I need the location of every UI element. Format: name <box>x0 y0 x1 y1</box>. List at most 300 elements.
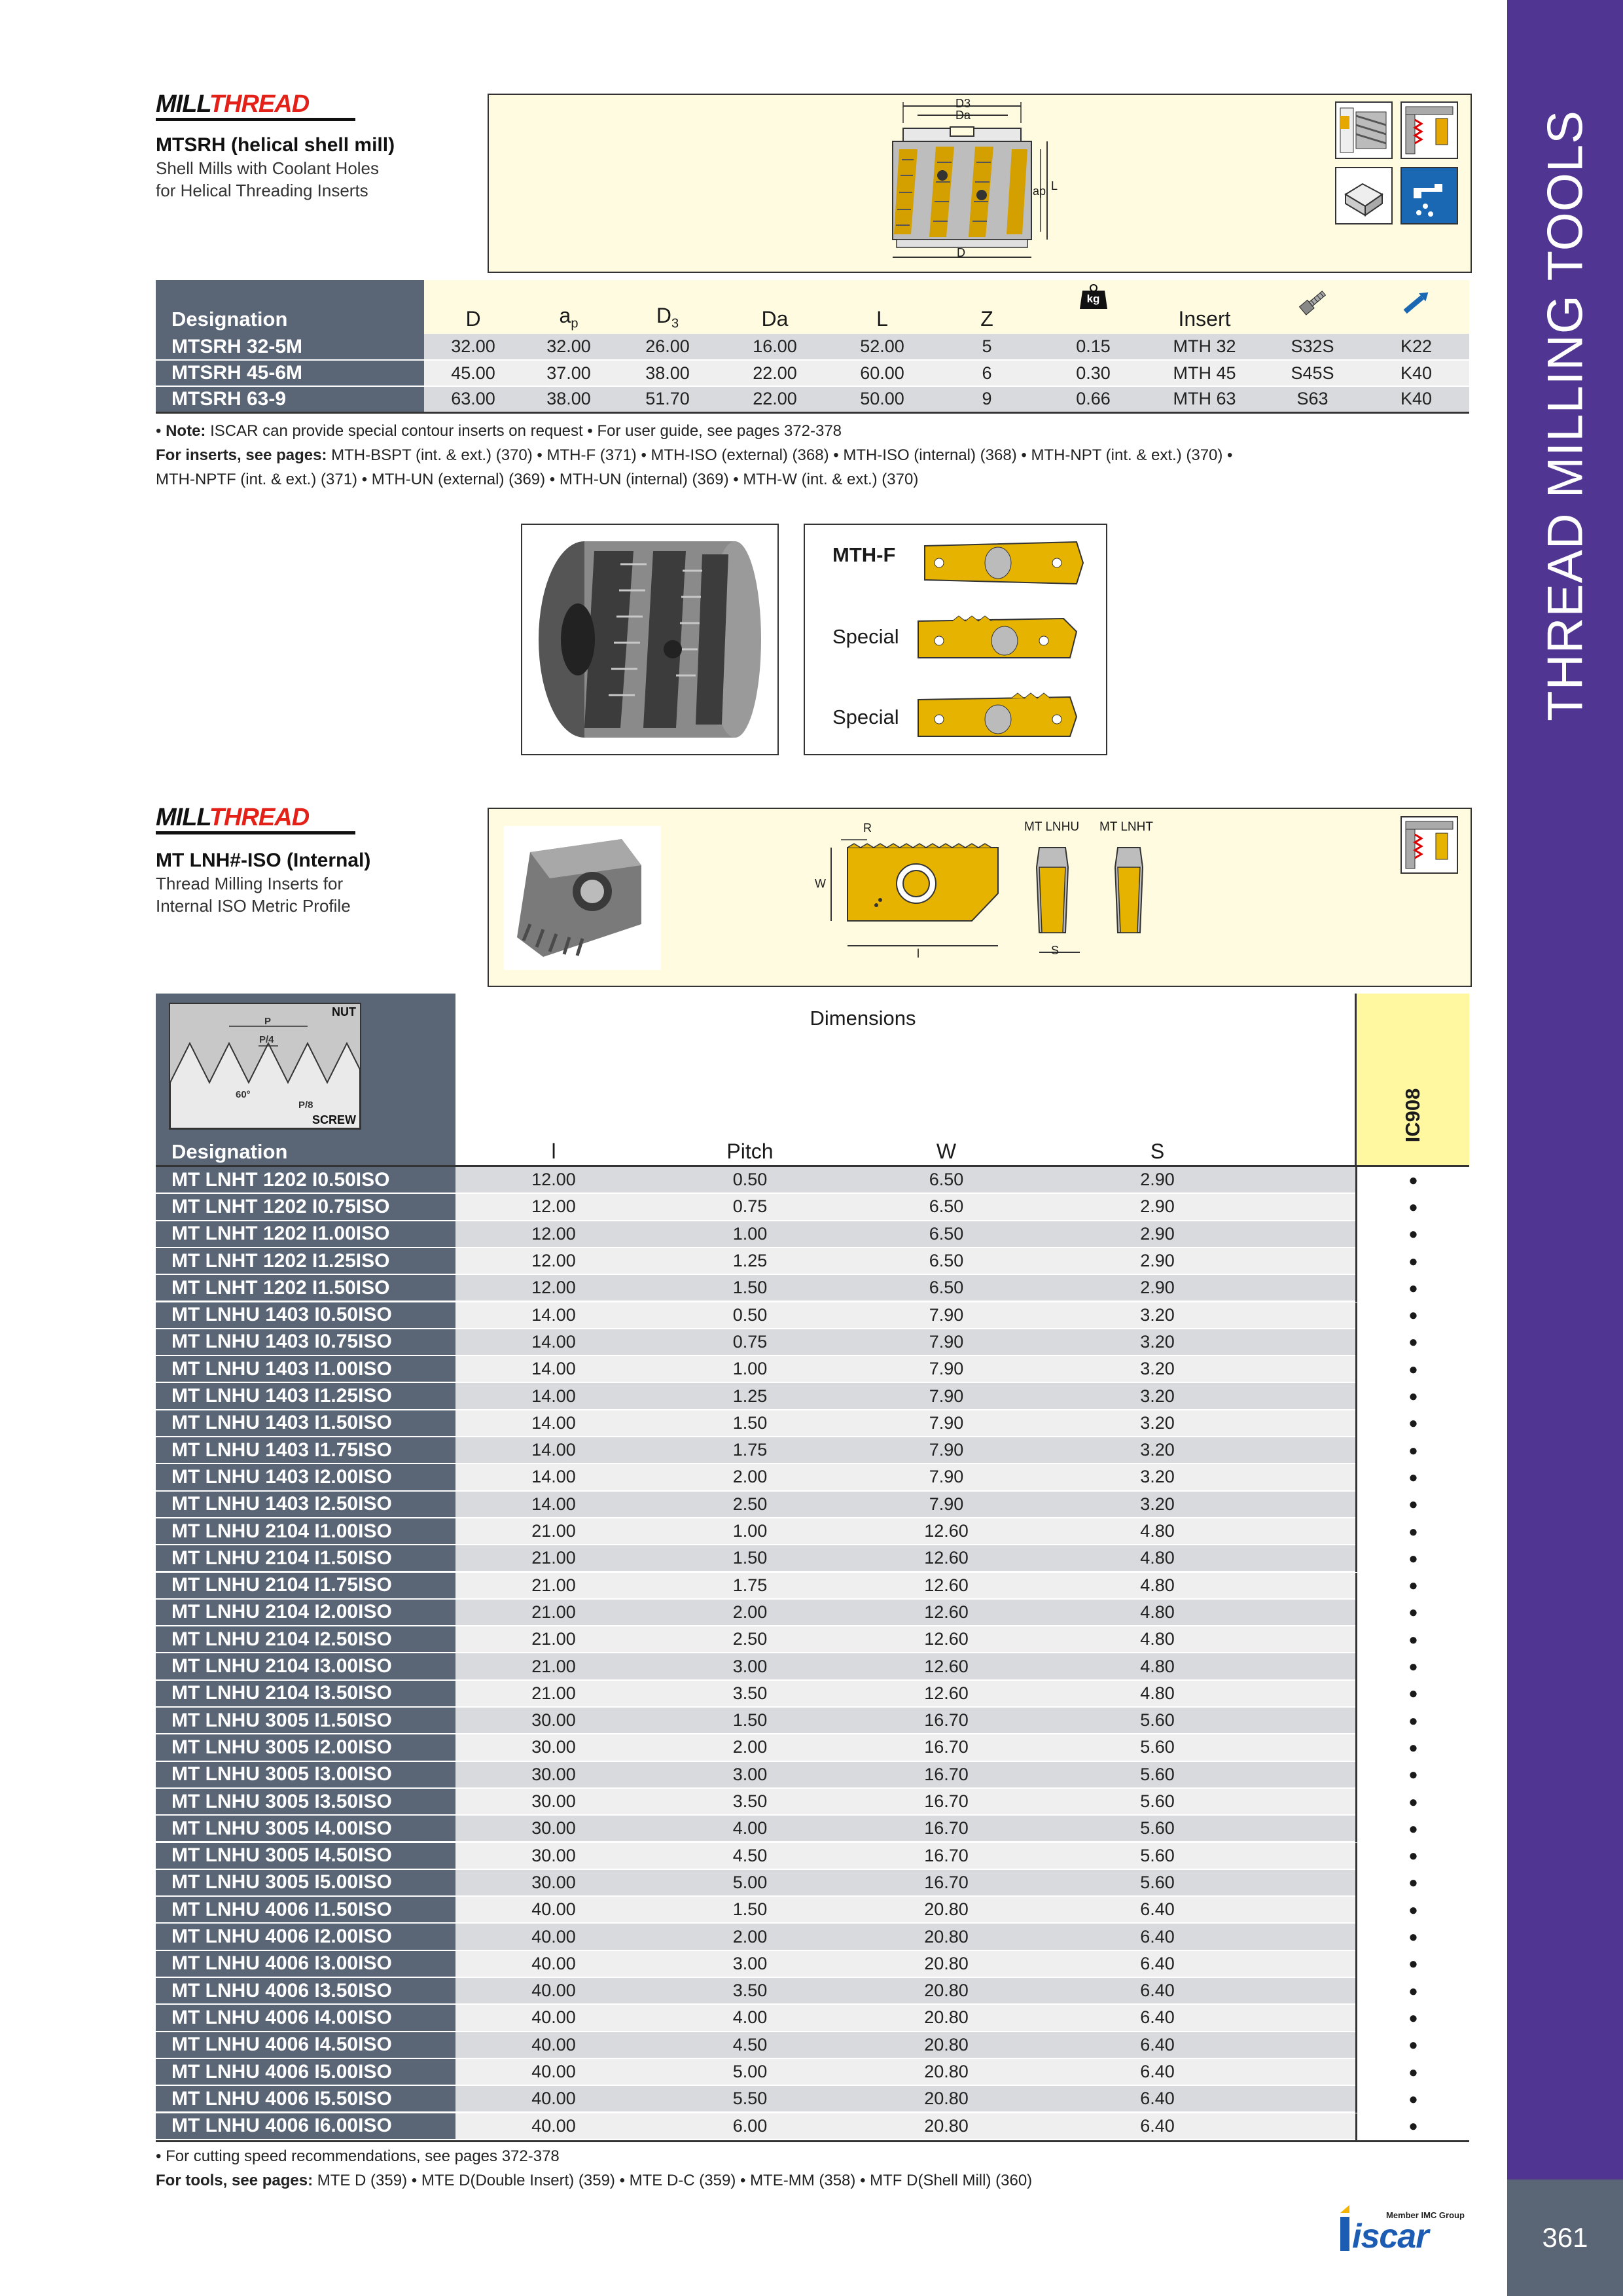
cell-l: 52.00 <box>830 334 935 360</box>
note-text: ISCAR can provide special contour inserts on request • For user guide, see pages 372-378 <box>205 422 842 440</box>
cell-w: 7.90 <box>848 1410 1044 1437</box>
cell-ic908: ● <box>1355 1600 1469 1626</box>
cell-ap: 32.00 <box>522 334 615 360</box>
table-row <box>156 2113 1469 2140</box>
cell-pitch: 1.25 <box>652 1383 848 1410</box>
header-designation: Designation <box>156 280 424 334</box>
cell-s: 3.20 <box>1044 1437 1270 1464</box>
cell-w: 7.90 <box>848 1329 1044 1356</box>
designation-cell: MTSRH 45-6M <box>156 360 424 386</box>
cell-w: 16.70 <box>848 1708 1044 1734</box>
cell-pitch: 2.00 <box>652 1600 848 1626</box>
coolant-icon <box>1400 167 1458 224</box>
cell-z: 6 <box>935 360 1039 386</box>
cell-spacer <box>1270 2059 1355 2086</box>
cell-pitch: 0.75 <box>652 1194 848 1221</box>
cell-w: 7.90 <box>848 1302 1044 1329</box>
cell-pitch: 4.00 <box>652 2005 848 2032</box>
millthread-logo: MILLTHREAD <box>156 90 310 118</box>
cell-spacer <box>1270 1492 1355 1518</box>
designation-cell: MT LNHU 4006 I4.50ISO <box>156 2032 455 2059</box>
profile-label-nut: NUT <box>332 1005 356 1018</box>
weight-label: kg <box>1086 293 1100 305</box>
cell-w: 16.70 <box>848 1762 1044 1789</box>
cell-spacer <box>1270 1248 1355 1275</box>
cell-spacer <box>1270 1194 1355 1221</box>
cell-s: 3.20 <box>1044 1492 1270 1518</box>
cell-l: 12.00 <box>455 1167 652 1194</box>
profile-label-angle: 60° <box>236 1089 251 1100</box>
table-row <box>156 1653 1469 1680</box>
cell-w: 20.80 <box>848 1897 1044 1924</box>
cell-pitch: 2.00 <box>652 1924 848 1950</box>
cell-spacer <box>1270 1437 1355 1464</box>
designation-cell: MT LNHT 1202 I1.25ISO <box>156 1248 455 1275</box>
section1-subtitle-2: for Helical Threading Inserts <box>156 181 368 200</box>
label-l: l <box>917 947 919 960</box>
table-row <box>156 1464 1469 1491</box>
section1-inserts-note-2: MTH-NPTF (int. & ext.) (371) • MTH-UN (external) (369) • MTH-UN (internal) (369) • MTH-W (int. & ext.) (370) <box>156 471 919 488</box>
cell-l: 21.00 <box>455 1518 652 1545</box>
cell-ic908: ● <box>1355 1492 1469 1518</box>
cell-pitch: 1.00 <box>652 1518 848 1545</box>
cell-spacer <box>1270 1545 1355 1572</box>
designation-cell: MT LNHU 1403 I2.00ISO <box>156 1464 455 1491</box>
cell-d: 45.00 <box>424 360 522 386</box>
table-row <box>156 1978 1469 2005</box>
designation-cell: MT LNHU 4006 I1.50ISO <box>156 1897 455 1924</box>
designation-cell: MT LNHU 2104 I1.50ISO <box>156 1545 455 1572</box>
cell-w: 16.70 <box>848 1789 1044 1816</box>
cell-pitch: 4.50 <box>652 2032 848 2059</box>
cell-pitch: 5.50 <box>652 2086 848 2113</box>
side-title: THREAD MILLING TOOLS <box>1537 110 1593 721</box>
cell-s: 4.80 <box>1044 1545 1270 1572</box>
cell-w: 20.80 <box>848 1951 1044 1978</box>
designation-cell: MT LNHU 2104 I3.50ISO <box>156 1681 455 1708</box>
cell-insert: MTH 45 <box>1147 360 1262 386</box>
helical-milling-icon <box>1335 101 1393 159</box>
table-row <box>156 1248 1469 1275</box>
cell-spacer <box>1270 1464 1355 1491</box>
table-row <box>156 1843 1469 1870</box>
cell-s: 5.60 <box>1044 1762 1270 1789</box>
cell-s: 2.90 <box>1044 1221 1270 1248</box>
designation-cell: MT LNHU 1403 I1.50ISO <box>156 1410 455 1437</box>
cell-s: 6.40 <box>1044 2032 1270 2059</box>
designation-cell: MT LNHT 1202 I0.75ISO <box>156 1194 455 1221</box>
cell-l: 21.00 <box>455 1545 652 1572</box>
cell-w: 6.50 <box>848 1248 1044 1275</box>
table-row <box>156 2059 1469 2086</box>
designation-cell: MT LNHU 4006 I3.00ISO <box>156 1951 455 1978</box>
designation-cell: MT LNHU 2104 I3.00ISO <box>156 1653 455 1680</box>
cell-s: 2.90 <box>1044 1167 1270 1194</box>
designation-cell: MT LNHU 1403 I1.25ISO <box>156 1383 455 1410</box>
header-ap-sub: p <box>571 316 579 331</box>
cell-da: 16.00 <box>720 334 830 360</box>
inserts-text-1: MTH-BSPT (int. & ext.) (370) • MTH-F (371) • MTH-ISO (external) (368) • MTH-ISO (internal) (368) • MTH-NPT (int. & ext.) (370) • <box>327 446 1233 464</box>
cell-s: 6.40 <box>1044 1897 1270 1924</box>
section1-title: MTSRH (helical shell mill) <box>156 134 395 156</box>
cell-ic908: ● <box>1355 1410 1469 1437</box>
cell-l: 40.00 <box>455 2059 652 2086</box>
cell-pitch: 5.00 <box>652 1870 848 1897</box>
insert-label-mth-f: MTH-F <box>832 543 896 566</box>
table-bottom-rule <box>156 2140 1469 2142</box>
cell-kg: 0.30 <box>1039 360 1147 386</box>
cell-ic908: ● <box>1355 2005 1469 2032</box>
section1-note: • Note: ISCAR can provide special contour inserts on request • For user guide, see pages 372-378 <box>156 422 842 440</box>
cell-spacer <box>1270 1275 1355 1302</box>
insert-label-special-2: Special <box>832 706 899 728</box>
cell-z: 5 <box>935 334 1039 360</box>
cell-ic908: ● <box>1355 1843 1469 1870</box>
header-l: L <box>830 280 935 334</box>
profile-label-p8: P/8 <box>298 1100 313 1111</box>
header-s: S <box>1150 1139 1165 1163</box>
cell-spacer <box>1270 1951 1355 1978</box>
designation-cell: MT LNHU 2104 I2.50ISO <box>156 1626 455 1653</box>
cell-key: K40 <box>1363 360 1469 386</box>
header-d: D <box>424 280 522 334</box>
cell-ic908: ● <box>1355 1978 1469 2005</box>
label-mt-lnhu: MT LNHU <box>1024 820 1080 834</box>
cell-l: 21.00 <box>455 1600 652 1626</box>
cell-spacer <box>1270 1329 1355 1356</box>
cell-pitch: 1.00 <box>652 1356 848 1383</box>
table-row <box>156 1275 1469 1302</box>
header-screw <box>1262 280 1363 334</box>
cell-l: 14.00 <box>455 1410 652 1437</box>
cell-spacer <box>1270 1518 1355 1545</box>
cell-ic908: ● <box>1355 1734 1469 1761</box>
cell-s: 6.40 <box>1044 2086 1270 2113</box>
cell-l: 40.00 <box>455 1951 652 1978</box>
shell-mill-drawing <box>877 97 1086 266</box>
header-grade-cell <box>1355 994 1469 1166</box>
cell-spacer <box>1270 1600 1355 1626</box>
cell-key: K40 <box>1363 386 1469 412</box>
cell-spacer <box>1270 1762 1355 1789</box>
iscar-member-text: Member IMC Group <box>1386 2210 1465 2220</box>
cell-l: 30.00 <box>455 1708 652 1734</box>
section1-subtitle-1: Shell Mills with Coolant Holes <box>156 158 380 178</box>
cell-l: 14.00 <box>455 1329 652 1356</box>
cell-pitch: 3.00 <box>652 1951 848 1978</box>
table-row <box>156 1329 1469 1356</box>
designation-cell: MT LNHU 1403 I0.75ISO <box>156 1329 455 1356</box>
profile-label-p: P <box>264 1016 272 1027</box>
cell-pitch: 3.50 <box>652 1681 848 1708</box>
cell-spacer <box>1270 2032 1355 2059</box>
table-row <box>156 1600 1469 1626</box>
block-material-icon <box>1335 167 1393 224</box>
cell-l: 60.00 <box>830 360 935 386</box>
cell-l: 12.00 <box>455 1248 652 1275</box>
cell-w: 16.70 <box>848 1734 1044 1761</box>
table-row <box>156 1870 1469 1897</box>
cell-spacer <box>1270 1681 1355 1708</box>
cell-pitch: 1.25 <box>652 1248 848 1275</box>
section2-subtitle-1: Thread Milling Inserts for <box>156 874 344 893</box>
designation-cell: MT LNHU 4006 I5.00ISO <box>156 2059 455 2086</box>
cell-pitch: 1.50 <box>652 1275 848 1302</box>
cell-pitch: 1.50 <box>652 1897 848 1924</box>
logo-underline-2 <box>156 831 355 834</box>
table-row <box>156 1626 1469 1653</box>
cell-pitch: 1.50 <box>652 1708 848 1734</box>
cell-pitch: 4.00 <box>652 1816 848 1842</box>
iscar-logo-name: iscar <box>1352 2217 1429 2255</box>
insert-image-mth-f <box>919 537 1090 589</box>
cell-s: 2.90 <box>1044 1275 1270 1302</box>
cell-w: 12.60 <box>848 1626 1044 1653</box>
cell-pitch: 1.75 <box>652 1437 848 1464</box>
cell-spacer <box>1270 2086 1355 2113</box>
cell-l: 14.00 <box>455 1492 652 1518</box>
cell-w: 20.80 <box>848 2032 1044 2059</box>
cell-screw: S32S <box>1262 334 1363 360</box>
cell-w: 7.90 <box>848 1383 1044 1410</box>
cell-w: 16.70 <box>848 1870 1044 1897</box>
cell-l: 21.00 <box>455 1653 652 1680</box>
iscar-logo <box>1335 2202 1472 2255</box>
designation-cell: MT LNHU 2104 I1.00ISO <box>156 1518 455 1545</box>
section1-inserts-note <box>156 443 1232 467</box>
cell-ic908: ● <box>1355 1626 1469 1653</box>
cell-l: 30.00 <box>455 1789 652 1816</box>
designation-cell: MT LNHU 1403 I2.50ISO <box>156 1492 455 1518</box>
section2-note: • For cutting speed recommendations, see pages 372-378 <box>156 2147 560 2165</box>
label-w: W <box>815 877 826 890</box>
cell-w: 12.60 <box>848 1573 1044 1600</box>
cell-s: 6.40 <box>1044 1924 1270 1950</box>
cell-pitch: 3.50 <box>652 1789 848 1816</box>
designation-cell: MT LNHT 1202 I0.50ISO <box>156 1167 455 1194</box>
key-icon <box>1397 284 1436 321</box>
cell-ic908: ● <box>1355 2086 1469 2113</box>
cell-w: 16.70 <box>848 1843 1044 1870</box>
cell-spacer <box>1270 1626 1355 1653</box>
cell-insert: MTH 32 <box>1147 334 1262 360</box>
designation-cell: MT LNHU 4006 I4.00ISO <box>156 2005 455 2032</box>
cell-screw: S63 <box>1262 386 1363 412</box>
header-d3-main: D <box>656 303 671 327</box>
designation-cell: MT LNHT 1202 I1.00ISO <box>156 1221 455 1248</box>
cell-s: 4.80 <box>1044 1600 1270 1626</box>
designation-cell: MT LNHU 4006 I6.00ISO <box>156 2113 455 2140</box>
table-row <box>156 1708 1469 1734</box>
designation-cell: MT LNHU 4006 I2.00ISO <box>156 1924 455 1950</box>
table-row <box>156 1573 1469 1600</box>
cell-ic908: ● <box>1355 1356 1469 1383</box>
cell-ic908: ● <box>1355 1518 1469 1545</box>
table-row <box>156 2086 1469 2113</box>
cell-d: 63.00 <box>424 386 522 412</box>
designation-cell: MT LNHU 1403 I1.75ISO <box>156 1437 455 1464</box>
cell-l: 14.00 <box>455 1383 652 1410</box>
cell-pitch: 6.00 <box>652 2113 848 2140</box>
cell-l: 30.00 <box>455 1870 652 1897</box>
cell-s: 5.60 <box>1044 1816 1270 1842</box>
cell-ic908: ● <box>1355 1167 1469 1194</box>
cell-l: 30.00 <box>455 1762 652 1789</box>
header-w: W <box>936 1139 957 1163</box>
cell-l: 40.00 <box>455 2032 652 2059</box>
cell-w: 20.80 <box>848 2086 1044 2113</box>
designation-cell: MTSRH 32-5M <box>156 334 424 360</box>
cell-ic908: ● <box>1355 2032 1469 2059</box>
designation-cell: MT LNHT 1202 I1.50ISO <box>156 1275 455 1302</box>
table-row <box>156 1734 1469 1761</box>
shell-mill-photo <box>521 524 779 755</box>
header-designation-profile <box>156 994 455 1166</box>
thread-profile-figure <box>169 1003 361 1130</box>
cell-ic908: ● <box>1355 1437 1469 1464</box>
cell-spacer <box>1270 1383 1355 1410</box>
header-d3 <box>615 280 720 334</box>
designation-cell: MT LNHU 3005 I2.00ISO <box>156 1734 455 1761</box>
table-row <box>156 1816 1469 1842</box>
cell-s: 3.20 <box>1044 1302 1270 1329</box>
cell-spacer <box>1270 2005 1355 2032</box>
cell-w: 6.50 <box>848 1167 1044 1194</box>
designation-cell: MT LNHU 3005 I4.50ISO <box>156 1843 455 1870</box>
cell-s: 4.80 <box>1044 1626 1270 1653</box>
header-insert: Insert <box>1147 280 1262 334</box>
insert-label-special-1: Special <box>832 625 899 648</box>
cell-w: 12.60 <box>848 1653 1044 1680</box>
cell-key: K22 <box>1363 334 1469 360</box>
cell-l: 40.00 <box>455 2005 652 2032</box>
cell-l: 14.00 <box>455 1464 652 1491</box>
cell-w: 16.70 <box>848 1816 1044 1842</box>
cell-s: 4.80 <box>1044 1681 1270 1708</box>
cell-w: 7.90 <box>848 1356 1044 1383</box>
cell-d3: 51.70 <box>615 386 720 412</box>
cell-ic908: ● <box>1355 2059 1469 2086</box>
cell-z: 9 <box>935 386 1039 412</box>
cell-spacer <box>1270 1167 1355 1194</box>
cell-pitch: 3.00 <box>652 1653 848 1680</box>
cell-spacer <box>1270 1897 1355 1924</box>
cell-ic908: ● <box>1355 1329 1469 1356</box>
cell-pitch: 0.50 <box>652 1302 848 1329</box>
cell-ic908: ● <box>1355 1275 1469 1302</box>
tools-text: MTE D (359) • MTE D(Double Insert) (359) • MTE D-C (359) • MTE-MM (358) • MTF D(Shell Mill) (360) <box>313 2172 1033 2189</box>
cell-ic908: ● <box>1355 2113 1469 2140</box>
cell-s: 2.90 <box>1044 1194 1270 1221</box>
table-row <box>156 1789 1469 1816</box>
table-row <box>156 1167 1469 1194</box>
label-da: Da <box>955 109 971 122</box>
cell-l: 21.00 <box>455 1573 652 1600</box>
cell-spacer <box>1270 1734 1355 1761</box>
table-row <box>156 1924 1469 1950</box>
cell-spacer <box>1270 1924 1355 1950</box>
cell-spacer <box>1270 1356 1355 1383</box>
cell-ic908: ● <box>1355 1545 1469 1572</box>
internal-thread-icon <box>1400 101 1458 159</box>
insert-photo <box>504 826 661 970</box>
millthread-logo-2: MILLTHREAD <box>156 804 310 831</box>
table-row <box>156 1194 1469 1221</box>
insert-dimension-drawing <box>802 821 1018 962</box>
designation-cell: MT LNHU 3005 I5.00ISO <box>156 1870 455 1897</box>
cell-l: 30.00 <box>455 1816 652 1842</box>
label-d3: D3 <box>955 97 971 110</box>
label-s: S <box>1051 944 1060 957</box>
cell-l: 40.00 <box>455 1978 652 2005</box>
cell-spacer <box>1270 1302 1355 1329</box>
cell-w: 12.60 <box>848 1600 1044 1626</box>
cell-s: 5.60 <box>1044 1789 1270 1816</box>
designation-cell: MT LNHU 3005 I3.00ISO <box>156 1762 455 1789</box>
cell-w: 20.80 <box>848 1978 1044 2005</box>
table-row <box>156 386 1469 412</box>
cell-l: 30.00 <box>455 1843 652 1870</box>
cell-s: 6.40 <box>1044 2005 1270 2032</box>
designation-cell: MT LNHU 4006 I5.50ISO <box>156 2086 455 2113</box>
cell-ic908: ● <box>1355 1194 1469 1221</box>
cell-spacer <box>1270 1789 1355 1816</box>
cell-spacer <box>1270 1221 1355 1248</box>
cell-w: 7.90 <box>848 1437 1044 1464</box>
designation-cell: MT LNHU 1403 I0.50ISO <box>156 1302 455 1329</box>
cell-l: 50.00 <box>830 386 935 412</box>
cell-pitch: 3.50 <box>652 1978 848 2005</box>
cell-w: 12.60 <box>848 1545 1044 1572</box>
cell-pitch: 3.00 <box>652 1762 848 1789</box>
tools-bold: For tools, see pages: <box>156 2172 313 2189</box>
cell-s: 3.20 <box>1044 1356 1270 1383</box>
cell-l: 14.00 <box>455 1356 652 1383</box>
insert-side-views <box>1027 841 1158 965</box>
cell-l: 30.00 <box>455 1734 652 1761</box>
designation-cell: MT LNHU 4006 I3.50ISO <box>156 1978 455 2005</box>
cell-kg: 0.15 <box>1039 334 1147 360</box>
cell-s: 6.40 <box>1044 1951 1270 1978</box>
designation-cell: MT LNHU 3005 I4.00ISO <box>156 1816 455 1842</box>
cell-ic908: ● <box>1355 1302 1469 1329</box>
table-row <box>156 1437 1469 1464</box>
table-row <box>156 1762 1469 1789</box>
inserts-bold: For inserts, see pages: <box>156 446 327 464</box>
cell-w: 20.80 <box>848 2005 1044 2032</box>
cell-ic908: ● <box>1355 1573 1469 1600</box>
cell-l: 21.00 <box>455 1681 652 1708</box>
cell-spacer <box>1270 2113 1355 2140</box>
cell-s: 4.80 <box>1044 1653 1270 1680</box>
cell-ic908: ● <box>1355 1708 1469 1734</box>
table-row <box>156 334 1469 360</box>
cell-insert: MTH 63 <box>1147 386 1262 412</box>
cell-ic908: ● <box>1355 1870 1469 1897</box>
cell-spacer <box>1270 1410 1355 1437</box>
table-row <box>156 1492 1469 1518</box>
profile-label-p4: P/4 <box>259 1034 274 1045</box>
mtsrh-table <box>156 280 1469 414</box>
internal-thread-icon-2 <box>1400 816 1458 874</box>
cell-da: 22.00 <box>720 386 830 412</box>
table-row <box>156 1518 1469 1545</box>
cell-s: 6.40 <box>1044 2059 1270 2086</box>
table-row <box>156 1545 1469 1572</box>
header-pitch: Pitch <box>726 1139 774 1163</box>
cell-spacer <box>1270 1870 1355 1897</box>
label-l: L <box>1051 179 1058 192</box>
